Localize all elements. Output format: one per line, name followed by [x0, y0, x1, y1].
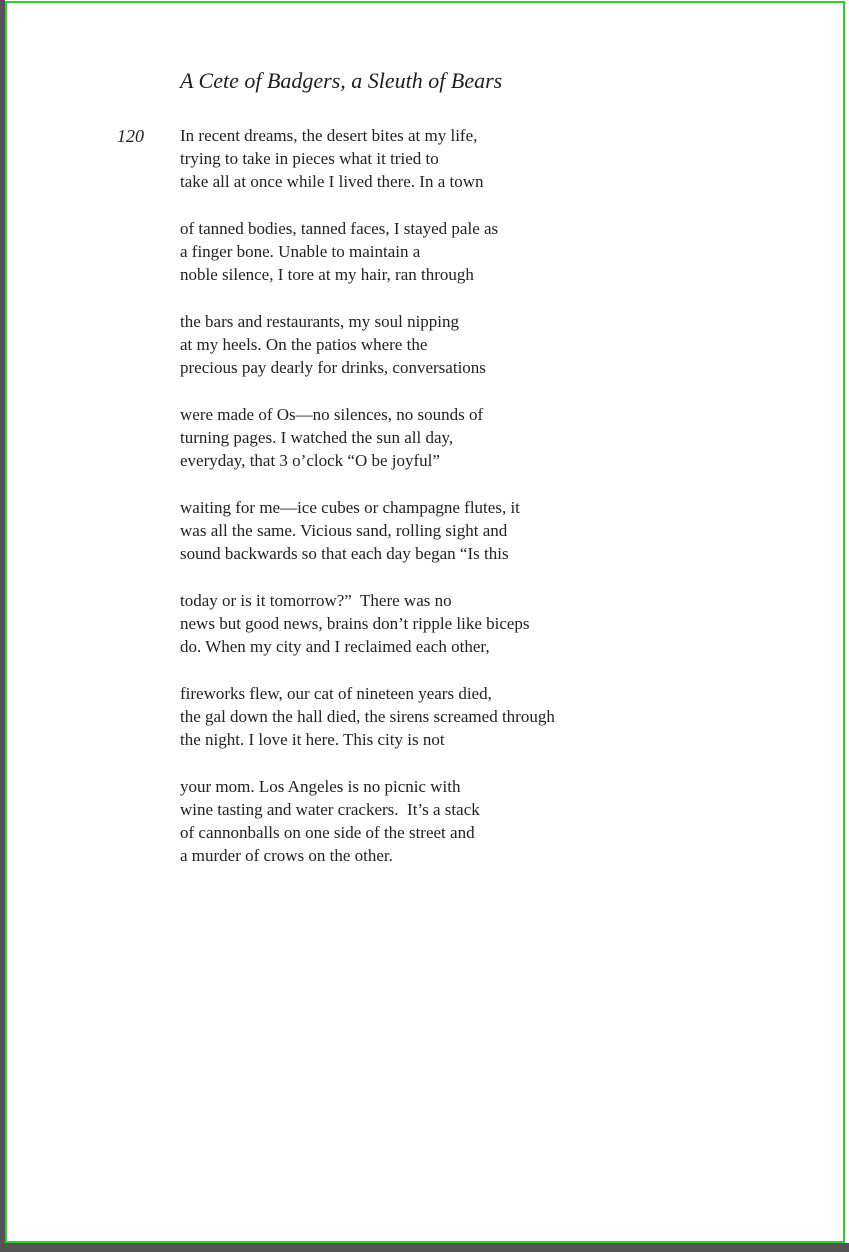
poem-body — [180, 124, 555, 891]
stanza — [180, 775, 555, 867]
stanza-list — [180, 124, 555, 867]
stanza — [180, 217, 555, 286]
poem-line: the bars and restaurants, my soul nipping — [180, 312, 460, 331]
stanza — [180, 124, 555, 193]
poem-line: turning pages. I watched the sun all day, — [180, 428, 454, 447]
poem-line: of cannonballs on one side of the street and — [180, 823, 475, 842]
poem-title: A Cete of Badgers, a Sleuth of Bears — [180, 68, 503, 93]
poem-line: In recent dreams, the desert bites at my life, — [180, 126, 478, 145]
poem-line: wine tasting and water crackers. It’s a stack — [180, 800, 480, 819]
poem-line: today or is it tomorrow?” There was no — [180, 591, 452, 610]
poem-line: do. When my city and I reclaimed each other, — [180, 637, 490, 656]
poem-line: take all at once while I lived there. In a town — [180, 172, 484, 191]
poem-line: everyday, that 3 o’clock “O be joyful” — [180, 451, 440, 470]
poem-line: precious pay dearly for drinks, conversations — [180, 358, 486, 377]
poem-line: a finger bone. Unable to maintain a — [180, 242, 421, 261]
poem-line: the night. I love it here. This city is not — [180, 730, 445, 749]
poem-line: trying to take in pieces what it tried to — [180, 149, 439, 168]
poem-line: waiting for me—ice cubes or champagne flutes, it — [180, 498, 520, 517]
poem-line: was all the same. Vicious sand, rolling sight and — [180, 521, 508, 540]
stanza — [180, 589, 555, 658]
poem-line: of tanned bodies, tanned faces, I stayed pale as — [180, 219, 499, 238]
poem-line: sound backwards so that each day began “Is this — [180, 544, 509, 563]
poem-line: noble silence, I tore at my hair, ran through — [180, 265, 474, 284]
poem-line: at my heels. On the patios where the — [180, 335, 428, 354]
stanza — [180, 310, 555, 379]
stanza — [180, 682, 555, 751]
stanza — [180, 403, 555, 472]
poem-line: news but good news, brains don’t ripple like biceps — [180, 614, 530, 633]
page-number: 120 — [117, 126, 144, 146]
poem-line: a murder of crows on the other. — [180, 846, 393, 865]
poem-line: your mom. Los Angeles is no picnic with — [180, 777, 461, 796]
poem-line: fireworks flew, our cat of nineteen years died, — [180, 684, 492, 703]
poem-line: the gal down the hall died, the sirens screamed through — [180, 707, 555, 726]
poem-line: were made of Os—no silences, no sounds of — [180, 405, 484, 424]
stanza — [180, 496, 555, 565]
